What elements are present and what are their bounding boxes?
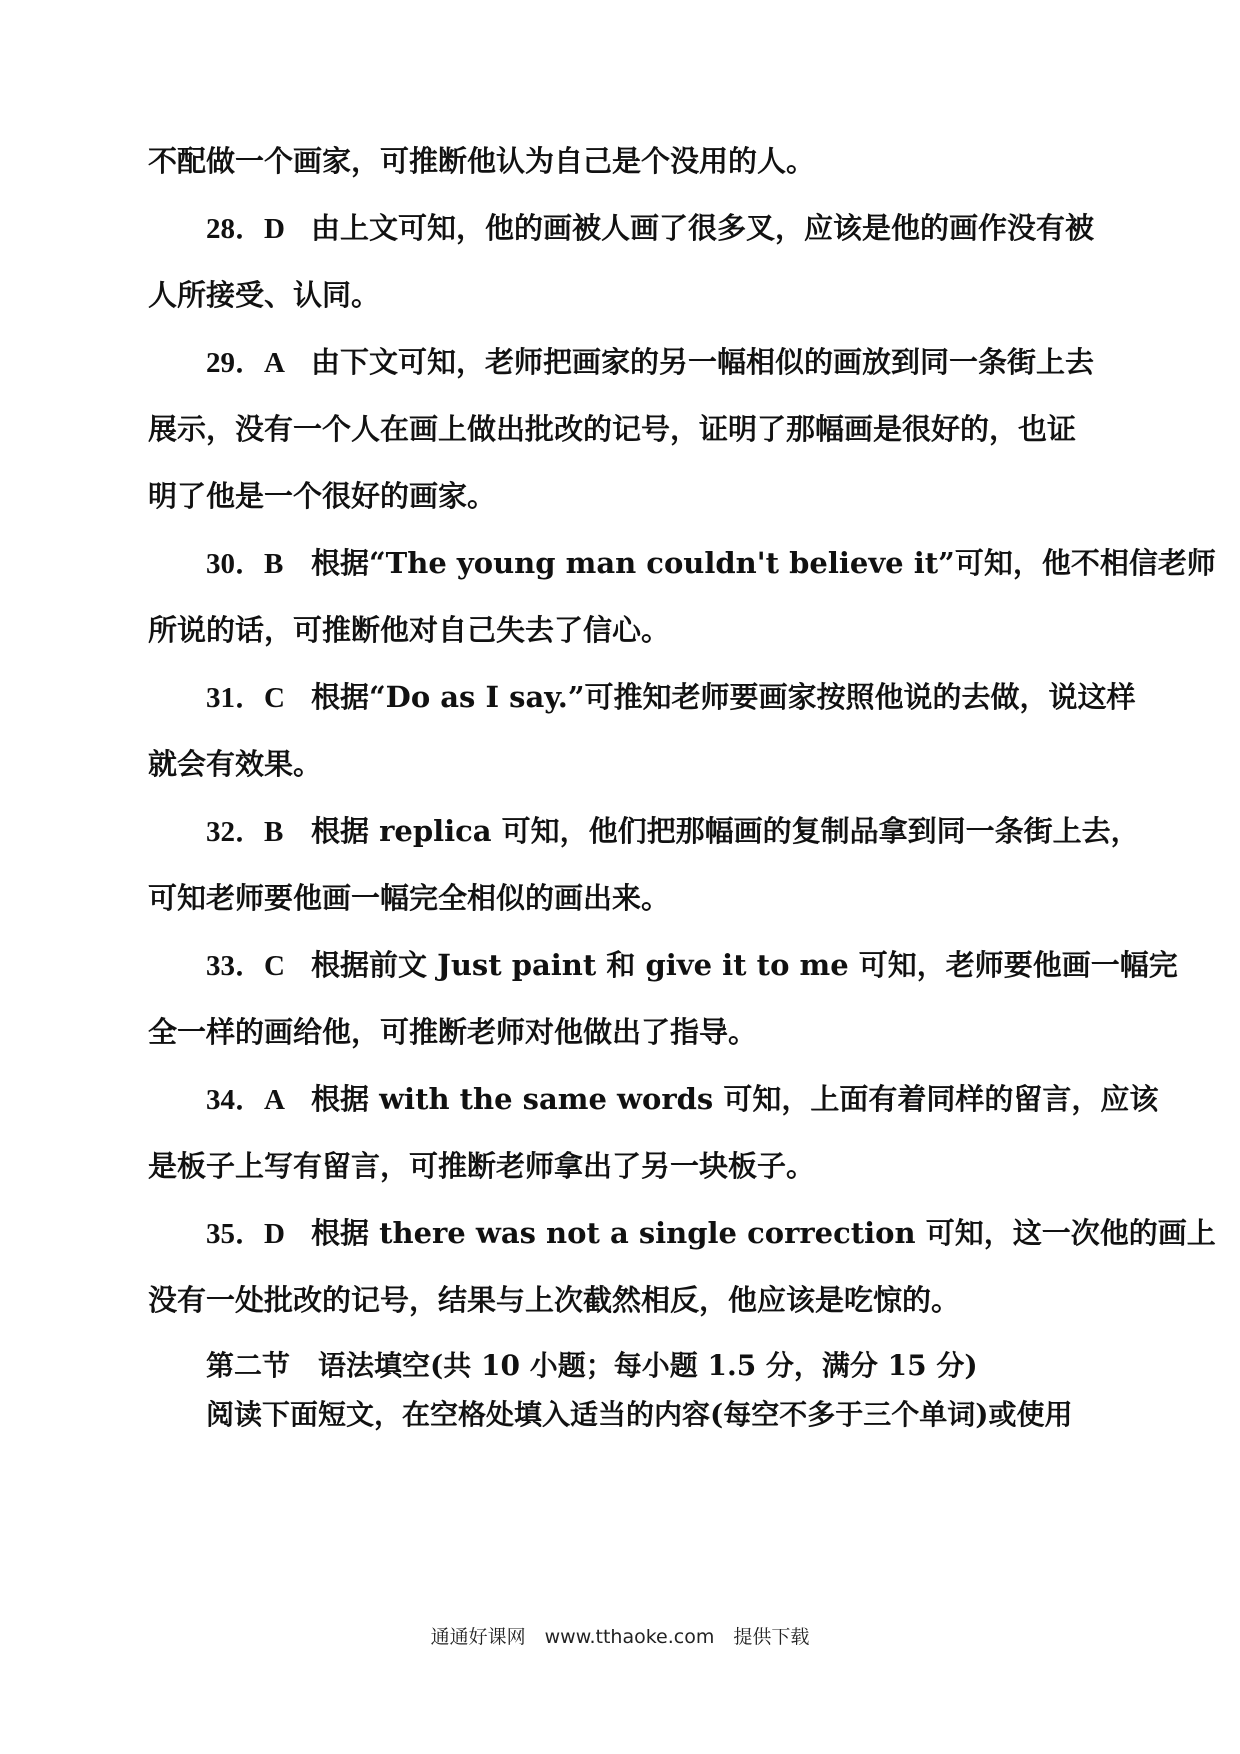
- answer-28-line2: 人所接受、认同。: [148, 278, 381, 312]
- answer-31-text: 根据“Do as I say.”可推知老师要画家按照他说的去做，说这样: [311, 680, 1136, 714]
- answer-32-text: 根据 replica 可知，他们把那幅画的复制品拿到同一条街上去，: [311, 814, 1140, 848]
- answer-32-line1: [206, 811, 1140, 852]
- answer-35-line2: 没有一处批改的记号，结果与上次截然相反，他应该是吃惊的。: [148, 1283, 961, 1317]
- answer-35-line1: [206, 1213, 1216, 1254]
- answer-33-text: 根据前文 Just paint 和 give it to me 可知，老师要他画一幅完: [311, 948, 1178, 982]
- answer-28-number: 28．D: [206, 213, 285, 245]
- answer-30-text: 根据“The young man couldn't believe it”可知，他不相信老师: [311, 546, 1216, 580]
- answer-33-line2: 全一样的画给他，可推断老师对他做出了指导。: [148, 1015, 758, 1049]
- answer-31-number: 31．C: [206, 682, 285, 714]
- answer-34-number: 34．A: [206, 1084, 285, 1116]
- answer-34-line2: 是板子上写有留言，可推断老师拿出了另一块板子。: [148, 1149, 816, 1183]
- answer-35-number: 35．D: [206, 1218, 285, 1250]
- answer-33-number: 33．C: [206, 950, 285, 982]
- answer-34-text: 根据 with the same words 可知，上面有着同样的留言，应该: [311, 1082, 1159, 1116]
- intro-line: 不配做一个画家，可推断他认为自己是个没用的人。: [148, 144, 816, 178]
- answer-29-line2: 展示，没有一个人在画上做出批改的记号，证明了那幅画是很好的，也证: [148, 412, 1077, 446]
- answer-29-line3: 明了他是一个很好的画家。: [148, 479, 497, 513]
- answer-30-line2: 所说的话，可推断他对自己失去了信心。: [148, 613, 671, 647]
- answer-32-number: 32．B: [206, 816, 284, 848]
- answer-29-line1: [206, 342, 1098, 383]
- section-title: 第二节 语法填空(共 10 小题；每小题 1.5 分，满分 15 分): [206, 1349, 978, 1382]
- answer-31-line2: 就会有效果。: [148, 747, 323, 781]
- answer-32-line2: 可知老师要他画一幅完全相似的画出来。: [148, 881, 671, 915]
- section-instruction: 阅读下面短文，在空格处填入适当的内容(每空不多于三个单词)或使用: [206, 1398, 1073, 1431]
- answer-30-line1: [206, 543, 1216, 584]
- answer-30-number: 30．B: [206, 548, 284, 580]
- answer-33-line1: [206, 945, 1178, 986]
- footer-credit: 通通好课网 www.tthaoke.com 提供下载: [430, 1626, 810, 1648]
- answer-28-line1: [206, 208, 1098, 249]
- answer-28-text: 由上文可知，他的画被人画了很多叉，应该是他的画作没有被: [311, 211, 1095, 245]
- answer-29-text: 由下文可知，老师把画家的另一幅相似的画放到同一条街上去: [311, 345, 1095, 379]
- answer-34-line1: [206, 1079, 1159, 1120]
- answer-29-number: 29．A: [206, 347, 285, 379]
- answer-35-text: 根据 there was not a single correction 可知，这一次他的画上: [311, 1216, 1216, 1250]
- answer-31-line1: [206, 677, 1136, 718]
